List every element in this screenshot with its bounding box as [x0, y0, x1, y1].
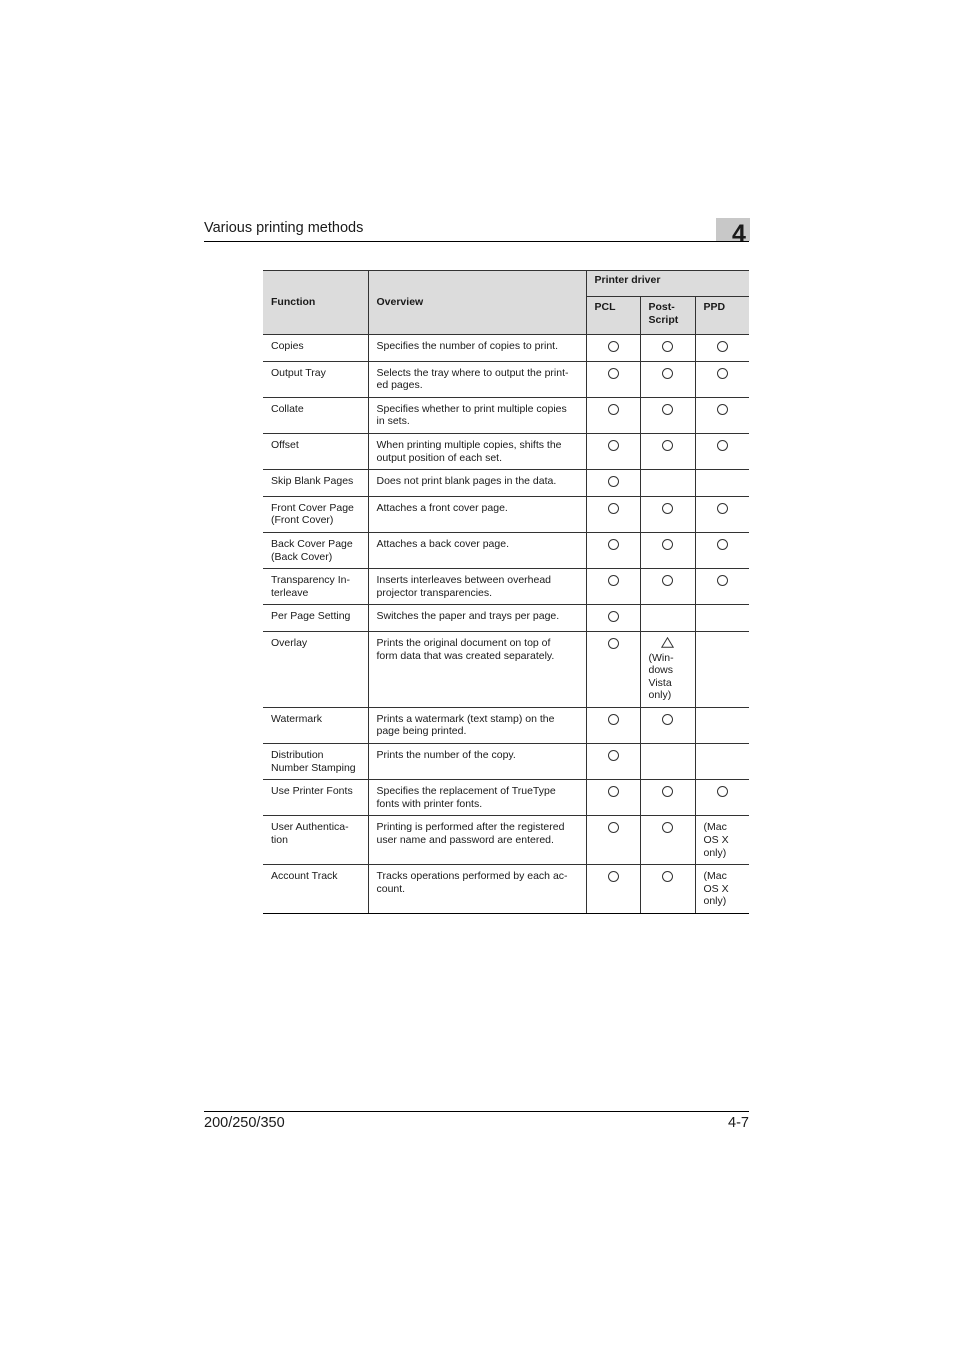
column-header-printer-driver: Printer driver — [586, 271, 749, 297]
cell-support-ps — [640, 865, 695, 914]
cell-support-ppd — [695, 865, 749, 914]
cell-support-ps — [640, 569, 695, 605]
cell-support-pcl — [586, 532, 640, 568]
cell-support-ppd — [695, 631, 749, 707]
cell-overview: Tracks operations performed by each ac- count. — [368, 865, 586, 914]
cell-function: Per Page Setting — [263, 605, 368, 632]
table-row — [263, 433, 749, 469]
cell-function: Distribution Number Stamping — [263, 744, 368, 780]
supported-circle-icon — [608, 786, 619, 797]
supported-circle-icon — [662, 714, 673, 725]
cell-support-pcl — [586, 631, 640, 707]
cell-note: (Mac OS X only) — [703, 870, 729, 908]
cell-support-ps — [640, 397, 695, 433]
column-header-pcl: PCL — [586, 297, 640, 335]
cell-overview: Prints the number of the copy. — [368, 744, 586, 780]
supported-circle-icon — [608, 503, 619, 514]
cell-function: Watermark — [263, 707, 368, 743]
cell-support-ps — [640, 707, 695, 743]
cell-note: (Mac OS X only) — [703, 821, 729, 859]
cell-overview: Switches the paper and trays per page. — [368, 605, 586, 632]
cell-support-pcl — [586, 496, 640, 532]
cell-function: Output Tray — [263, 361, 368, 397]
table-row — [263, 865, 749, 914]
supported-circle-icon — [608, 871, 619, 882]
table-row — [263, 780, 749, 816]
cell-function: Account Track — [263, 865, 368, 914]
supported-circle-icon — [662, 440, 673, 451]
footer-rule — [204, 1111, 749, 1112]
table-row — [263, 335, 749, 362]
table-row — [263, 361, 749, 397]
supported-circle-icon — [662, 822, 673, 833]
cell-support-ps — [640, 605, 695, 632]
table-row — [263, 816, 749, 865]
cell-function: Back Cover Page (Back Cover) — [263, 532, 368, 568]
column-header-overview: Overview — [368, 271, 586, 335]
cell-function: Transparency In- terleave — [263, 569, 368, 605]
supported-circle-icon — [608, 476, 619, 487]
table-row — [263, 744, 749, 780]
table-row — [263, 397, 749, 433]
cell-support-ppd — [695, 470, 749, 497]
cell-overview: Inserts interleaves between overhead projector transparencies. — [368, 569, 586, 605]
supported-circle-icon — [608, 341, 619, 352]
cell-function: Copies — [263, 335, 368, 362]
cell-support-pcl — [586, 433, 640, 469]
table-row — [263, 605, 749, 632]
cell-support-pcl — [586, 865, 640, 914]
supported-circle-icon — [608, 539, 619, 550]
cell-support-pcl — [586, 335, 640, 362]
supported-circle-icon — [717, 575, 728, 586]
table-row — [263, 470, 749, 497]
supported-circle-icon — [717, 786, 728, 797]
supported-circle-icon — [717, 341, 728, 352]
supported-circle-icon — [608, 611, 619, 622]
supported-circle-icon — [662, 404, 673, 415]
header-rule — [204, 241, 749, 242]
cell-support-pcl — [586, 569, 640, 605]
supported-circle-icon — [608, 638, 619, 649]
supported-circle-icon — [662, 871, 673, 882]
cell-support-ps — [640, 361, 695, 397]
cell-support-ppd — [695, 433, 749, 469]
table-row — [263, 532, 749, 568]
column-header-function: Function — [263, 271, 368, 335]
cell-support-ppd — [695, 569, 749, 605]
cell-support-ppd — [695, 397, 749, 433]
cell-note: (Win- dows Vista only) — [648, 651, 674, 702]
cell-support-ppd — [695, 780, 749, 816]
supported-circle-icon — [608, 822, 619, 833]
cell-overview: Specifies the number of copies to print. — [368, 335, 586, 362]
supported-circle-icon — [717, 539, 728, 550]
table-row — [263, 496, 749, 532]
supported-circle-icon — [608, 750, 619, 761]
cell-support-ppd — [695, 707, 749, 743]
cell-function: Skip Blank Pages — [263, 470, 368, 497]
cell-overview: Specifies the replacement of TrueType fonts with printer fonts. — [368, 780, 586, 816]
cell-support-ps — [640, 816, 695, 865]
page-header-title: Various printing methods — [204, 220, 364, 236]
cell-function: Collate — [263, 397, 368, 433]
cell-support-ps — [640, 780, 695, 816]
supported-circle-icon — [717, 404, 728, 415]
column-header-postscript: Post- Script — [640, 297, 695, 335]
cell-support-pcl — [586, 470, 640, 497]
cell-support-ps — [640, 631, 695, 707]
supported-circle-icon — [662, 341, 673, 352]
cell-function: User Authentica- tion — [263, 816, 368, 865]
supported-circle-icon — [662, 575, 673, 586]
footer-page-number: 4-7 — [728, 1115, 749, 1131]
cell-support-pcl — [586, 605, 640, 632]
cell-support-ppd — [695, 335, 749, 362]
cell-support-pcl — [586, 816, 640, 865]
supported-circle-icon — [662, 539, 673, 550]
table-row — [263, 707, 749, 743]
table-body — [263, 335, 749, 914]
cell-support-ps — [640, 532, 695, 568]
cell-function: Offset — [263, 433, 368, 469]
supported-circle-icon — [662, 368, 673, 379]
cell-overview: Specifies whether to print multiple copies in sets. — [368, 397, 586, 433]
cell-support-ppd — [695, 744, 749, 780]
cell-overview: Prints a watermark (text stamp) on the page being printed. — [368, 707, 586, 743]
cell-overview: Selects the tray where to output the print- ed pages. — [368, 361, 586, 397]
cell-overview: Does not print blank pages in the data. — [368, 470, 586, 497]
cell-support-pcl — [586, 744, 640, 780]
cell-support-ppd — [695, 361, 749, 397]
cell-support-ppd — [695, 816, 749, 865]
cell-function: Use Printer Fonts — [263, 780, 368, 816]
cell-support-pcl — [586, 361, 640, 397]
supported-circle-icon — [608, 368, 619, 379]
supported-circle-icon — [717, 368, 728, 379]
footer-model: 200/250/350 — [204, 1115, 285, 1131]
column-header-ppd: PPD — [695, 297, 749, 335]
function-support-table — [263, 270, 749, 914]
cell-support-ps — [640, 335, 695, 362]
cell-overview: When printing multiple copies, shifts the output position of each set. — [368, 433, 586, 469]
cell-support-ps — [640, 470, 695, 497]
cell-support-ppd — [695, 532, 749, 568]
supported-circle-icon — [662, 503, 673, 514]
cell-support-ppd — [695, 605, 749, 632]
cell-overview: Attaches a front cover page. — [368, 496, 586, 532]
table-row — [263, 631, 749, 707]
cell-support-ps — [640, 496, 695, 532]
supported-circle-icon — [662, 786, 673, 797]
supported-circle-icon — [717, 503, 728, 514]
cell-support-ps — [640, 433, 695, 469]
supported-circle-icon — [608, 440, 619, 451]
cell-function: Front Cover Page (Front Cover) — [263, 496, 368, 532]
cell-support-ps — [640, 744, 695, 780]
cell-support-pcl — [586, 397, 640, 433]
chapter-number: 4 — [732, 220, 746, 248]
cell-overview: Prints the original document on top of form data that was created separately. — [368, 631, 586, 707]
table-row — [263, 569, 749, 605]
supported-circle-icon — [608, 404, 619, 415]
partial-support-triangle-icon — [661, 637, 674, 648]
cell-support-pcl — [586, 707, 640, 743]
cell-overview: Attaches a back cover page. — [368, 532, 586, 568]
cell-support-pcl — [586, 780, 640, 816]
cell-support-ppd — [695, 496, 749, 532]
cell-function: Overlay — [263, 631, 368, 707]
supported-circle-icon — [717, 440, 728, 451]
supported-circle-icon — [608, 575, 619, 586]
supported-circle-icon — [608, 714, 619, 725]
cell-overview: Printing is performed after the registered user name and password are entered. — [368, 816, 586, 865]
